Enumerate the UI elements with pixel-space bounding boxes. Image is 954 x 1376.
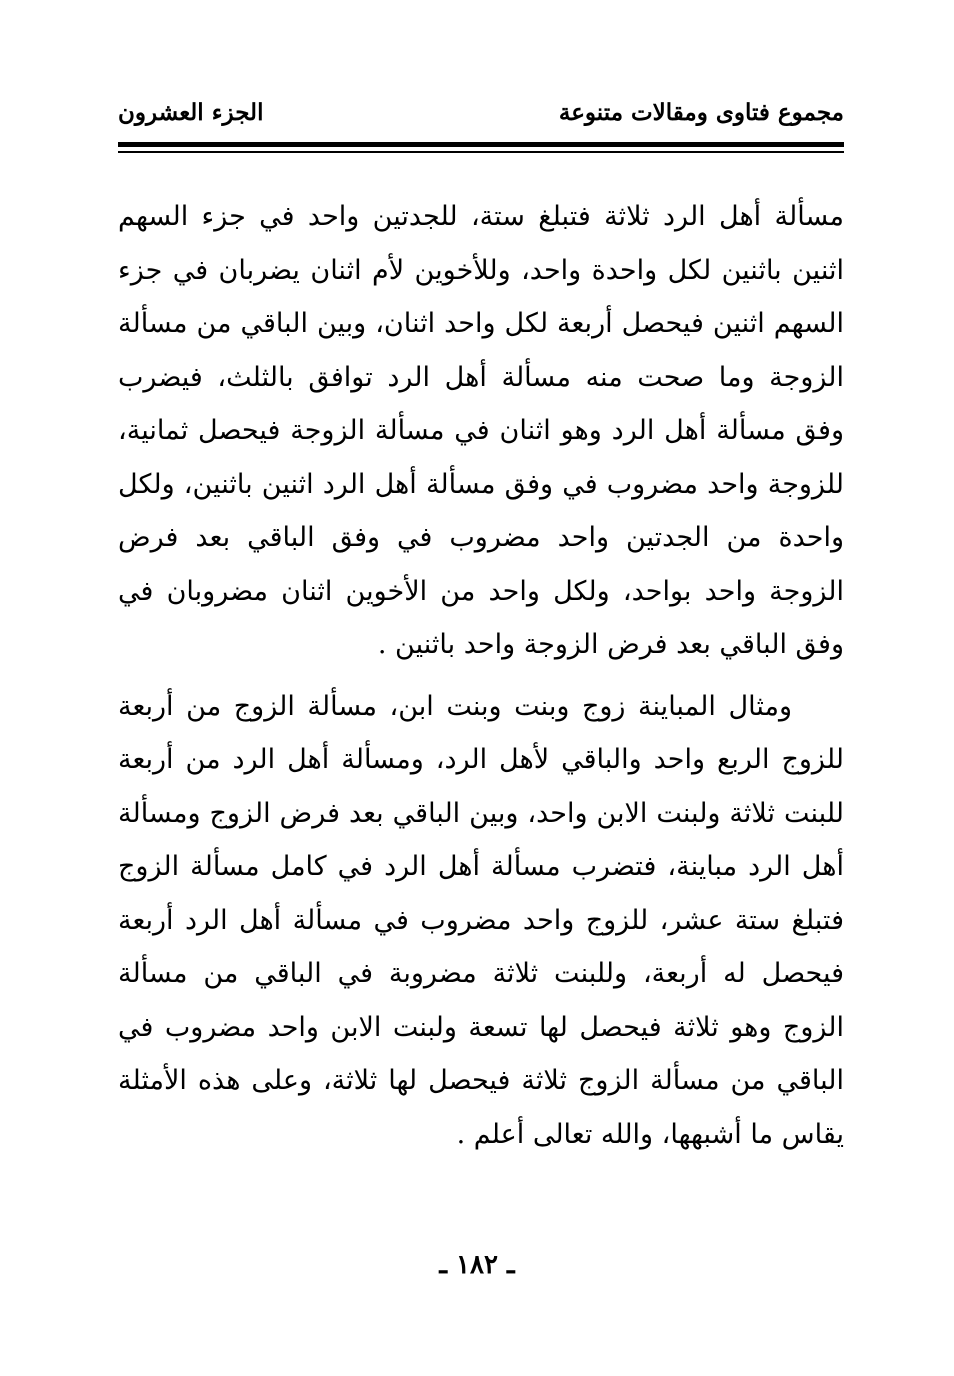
page-number: ـ ١٨٢ ـ [439, 1250, 515, 1280]
body-text [118, 190, 844, 1161]
paragraph-1: مسألة أهل الرد ثلاثة فتبلغ ستة، للجدتين واحد في جزء السهم اثنين باثنين لكل واحدة واحد، وللأخوين لأم اثنان يضربان في جزء السهم اثنين فيحصل أربعة لكل واحد اثنان، وبين الباقي من مسألة الزوجة وما صحت منه مسألة أهل الرد توافق بالثلث، فيضرب وفق مسألة أهل الرد وهو اثنان في مسألة الزوجة فيحصل ثمانية، للزوجة واحد مضروب في وفق مسألة أهل الرد اثنين باثنين، ولكل واحدة من الجدتين واحد مضروب في وفق الباقي بعد فرض الزوجة واحد بواحد، ولكل واحد من الأخوين اثنان مضروبان في وفق الباقي بعد فرض الزوجة واحد باثنين . [118, 201, 844, 660]
book-title: مجموع فتاوى ومقالات متنوعة [558, 98, 844, 126]
paragraph-2: ومثال المباينة زوج وبنت وبنت ابن، مسألة الزوج من أربعة للزوج الربع واحد والباقي لأهل الرد، ومسألة أهل الرد من أربعة للبنت ثلاثة ولبنت الابن واحد، وبين الباقي بعد فرض الزوج ومسألة أهل الرد مباينة، فتضرب مسألة أهل الرد في كامل مسألة الزوج فتبلغ ستة عشر، للزوج واحد مضروب في مسألة أهل الرد أربعة فيحصل له أربعة، وللبنت ثلاثة مضروبة في الباقي من مسألة الزوج وهو ثلاثة فيحصل لها تسعة ولبنت الابن واحد مضروب في الباقي من مسألة الزوج ثلاثة فيحصل لها ثلاثة، وعلى هذه الأمثلة يقاس ما أشبهها، والله تعالى أعلم . [118, 690, 844, 1150]
running-header [118, 92, 844, 132]
header-rule-thick [118, 142, 844, 147]
volume-title: الجزء العشرون [118, 98, 264, 126]
header-rule-thin [118, 151, 844, 153]
